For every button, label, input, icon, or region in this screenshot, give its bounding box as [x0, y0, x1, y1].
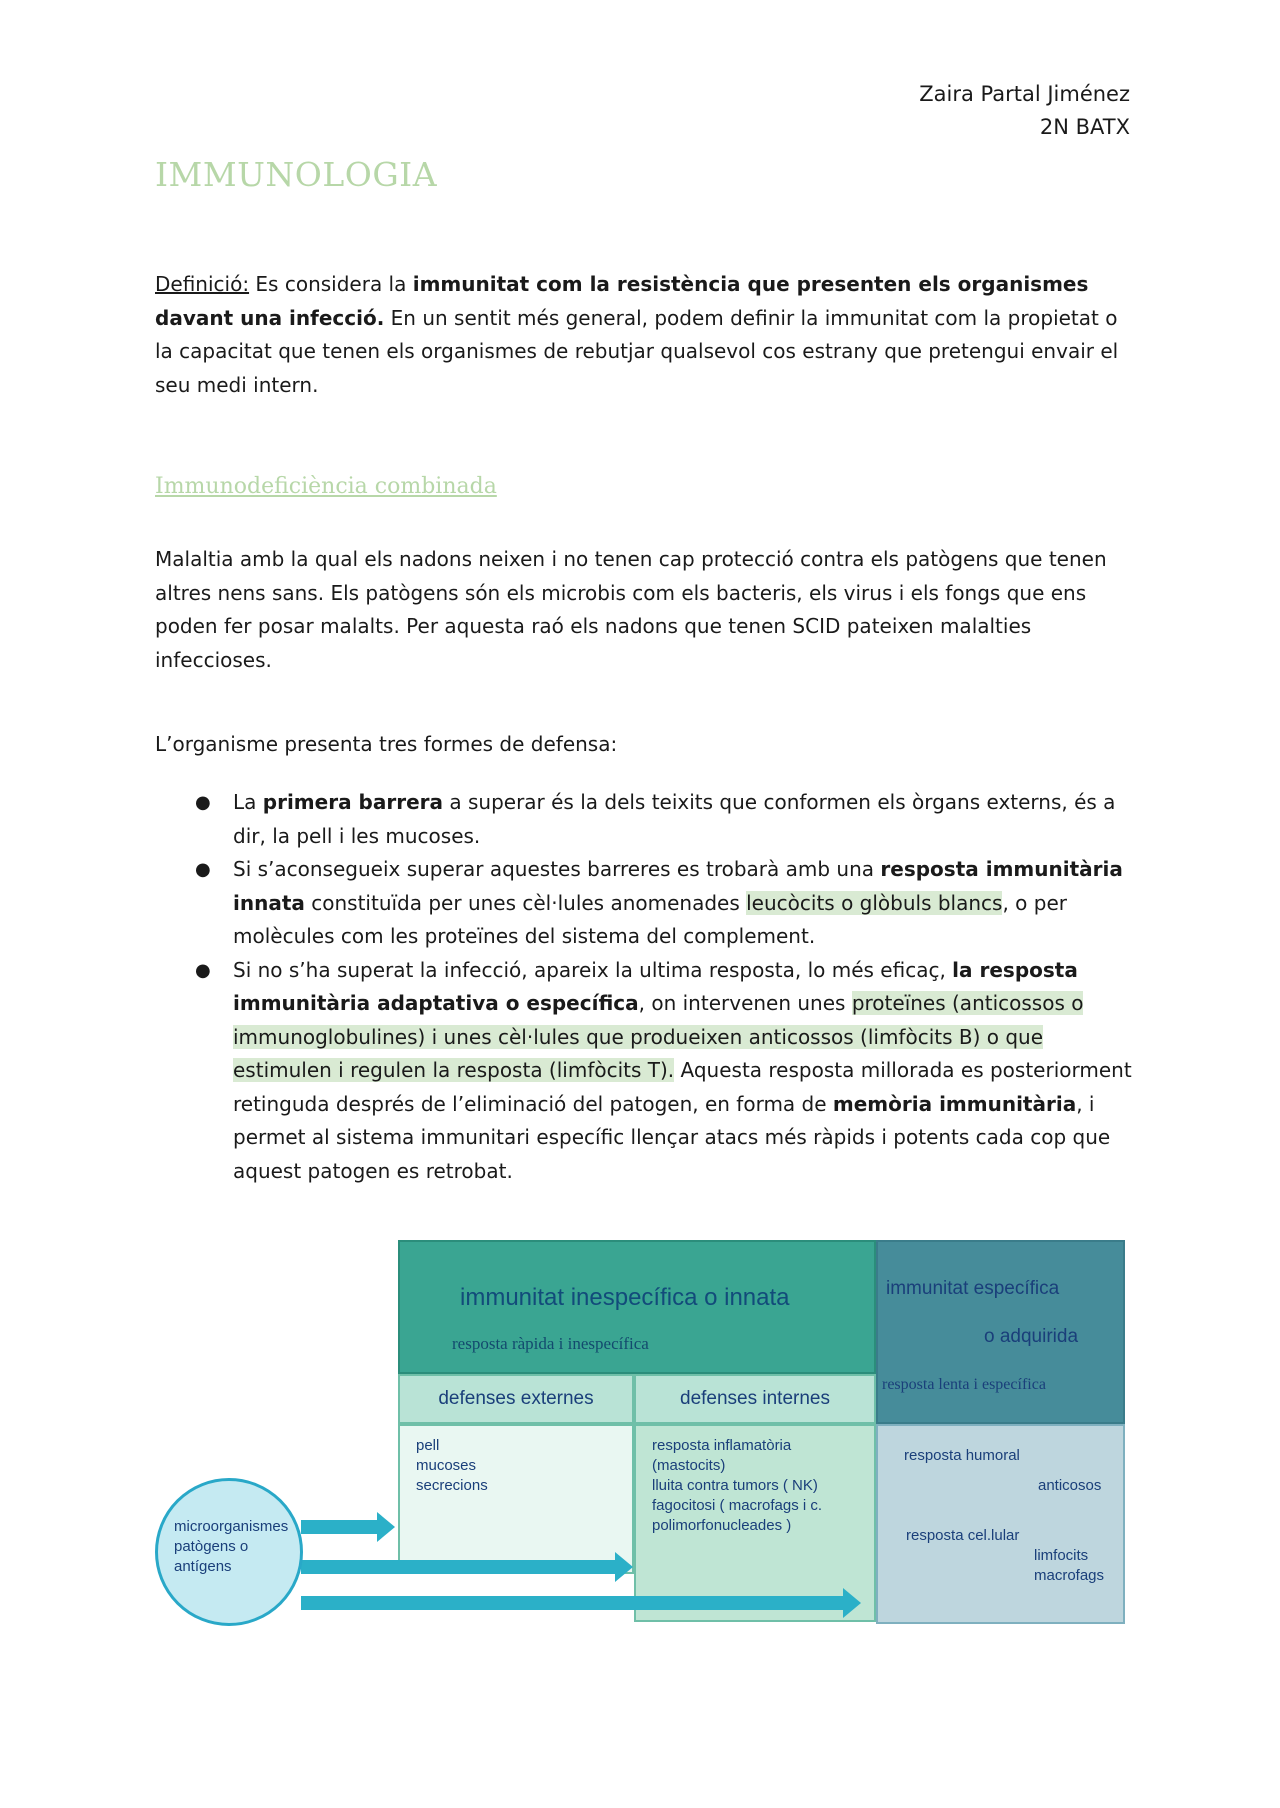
item-bold: memòria immunitària [832, 1091, 1077, 1116]
defense-list [155, 786, 1135, 1188]
internal-defenses-content [634, 1424, 876, 1622]
list-item: mucoses [416, 1457, 477, 1474]
innate-immunity-box [398, 1240, 876, 1374]
scid-paragraph: Malaltia amb la qual els nadons neixen i no tenen cap protecció contra els patògens que tenen altres nens sans. Els patògens són els microbis com els bacteris, els virus i els fongs que ens poden fer posar malalts. Per aquesta raó els nadons que tenen SCID pateixen malalties infeccioses. [155, 547, 1107, 672]
list-item: fagocitosi ( macrofags i c. [652, 1497, 823, 1514]
immunity-diagram [155, 1240, 1135, 1624]
item-text: constituïda per unes cèl·lules anomenades [304, 890, 747, 915]
definition-text-2: En un sentit més general, podem definir la immunitat com la propietat o la capacitat que tenen els organismes de rebutjar qualsevol cos estrany que pretengui envair el seu medi intern. [155, 305, 1119, 397]
item-text: Aquesta resposta millorada es posteriorment retinguda després de l’eliminació del patogen, en forma de [233, 1058, 1132, 1116]
specific-subtitle: resposta lenta i específica [882, 1376, 1046, 1393]
defense-intro: L’organisme presenta tres formes de defensa: [155, 732, 618, 756]
list-item: (mastocits) [652, 1457, 726, 1474]
item-text: , on intervenen unes [638, 991, 852, 1015]
internal-defenses-header [634, 1374, 876, 1424]
item-highlight: leucòcits o glòbuls blancs [746, 890, 1003, 915]
external-defenses-content [398, 1424, 634, 1574]
item-bold: la resposta immunitària adaptativa o específica [233, 957, 1078, 1015]
specific-immunity-box [876, 1240, 1125, 1424]
list-item: polimorfonucleades ) [652, 1517, 792, 1534]
item-bold: primera barrera [262, 790, 443, 814]
arrow-to-internal [301, 1560, 619, 1574]
arrow-to-external [301, 1520, 381, 1534]
innate-subtitle: resposta ràpida i inespecífica [452, 1334, 649, 1353]
item-text: , i permet al sistema immunitari específic llençar atacs més ràpids i potents cada cop que aquest patogen es retrobat. [233, 1091, 1111, 1183]
bullet-icon: ● [195, 792, 211, 813]
specific-title-2: o adquirida [984, 1326, 1079, 1347]
list-item: secrecions [416, 1477, 488, 1494]
specific-title: immunitat específica [886, 1278, 1060, 1299]
list-item: resposta inflamatòria [652, 1437, 792, 1454]
item-text: , o per molècules com les proteïnes del sistema del complement. [233, 890, 1067, 948]
cellular-response: resposta cel.lular [906, 1527, 1020, 1544]
circle-line: antígens [174, 1558, 232, 1575]
definition-label: Definició: [155, 272, 250, 296]
specific-response-content [876, 1424, 1125, 1624]
internal-defenses-label: defenses internes [680, 1388, 830, 1409]
definition-paragraph [155, 268, 1135, 402]
list-item: pell [416, 1437, 440, 1454]
item-text: La [233, 790, 263, 814]
external-defenses-header [398, 1374, 634, 1424]
bullet-icon: ● [195, 859, 211, 880]
arrow-to-specific [301, 1596, 847, 1610]
list-item [155, 786, 1135, 853]
lymphocytes-label: limfocits [1034, 1547, 1089, 1564]
circle-label [174, 1517, 288, 1577]
item-text: a superar és la dels teixits que conformen els òrgans externs, és a dir, la pell i les mucoses. [233, 790, 1116, 848]
humoral-response: resposta humoral [904, 1447, 1020, 1464]
section-subtitle: Immunodeficiència combinada [155, 474, 497, 499]
author-course: 2N BATX [1039, 115, 1130, 139]
definition-bold: immunitat com la resistència que presenten els organismes davant una infecció. [155, 272, 1089, 330]
list-item [155, 954, 1135, 1189]
microorganisms-circle [155, 1478, 303, 1626]
item-text: Si s’aconsegueix superar aquestes barreres es trobarà amb una [233, 857, 881, 881]
circle-line: microorganismes [174, 1518, 289, 1535]
definition-text-1: Es considera la [249, 272, 413, 296]
item-bold: resposta immunitària innata [233, 857, 1123, 915]
external-defenses-list [416, 1436, 488, 1496]
antibodies-label: anticosos [1038, 1477, 1102, 1494]
external-defenses-label: defenses externes [438, 1388, 594, 1409]
macrophages-label: macrofags [1034, 1567, 1105, 1584]
author-block [919, 78, 1130, 144]
innate-title: immunitat inespecífica o innata [460, 1284, 790, 1311]
item-text: Si no s’ha superat la infecció, apareix la ultima resposta, lo més eficaç, [233, 957, 953, 982]
circle-line: patògens o [174, 1538, 249, 1555]
author-name: Zaira Partal Jiménez [919, 82, 1130, 106]
list-item [155, 853, 1135, 954]
bullet-icon: ● [195, 959, 211, 981]
internal-defenses-list [652, 1436, 822, 1536]
item-highlight: proteïnes (anticossos o immunoglobulines) i unes cèl·lules que produeixen anticossos (limfòcits B) o que estimulen i regulen la resposta (limfòcits T). [233, 991, 1084, 1082]
document-title: IMMUNOLOGIA [155, 155, 438, 194]
list-item: lluita contra tumors ( NK) [652, 1477, 818, 1494]
